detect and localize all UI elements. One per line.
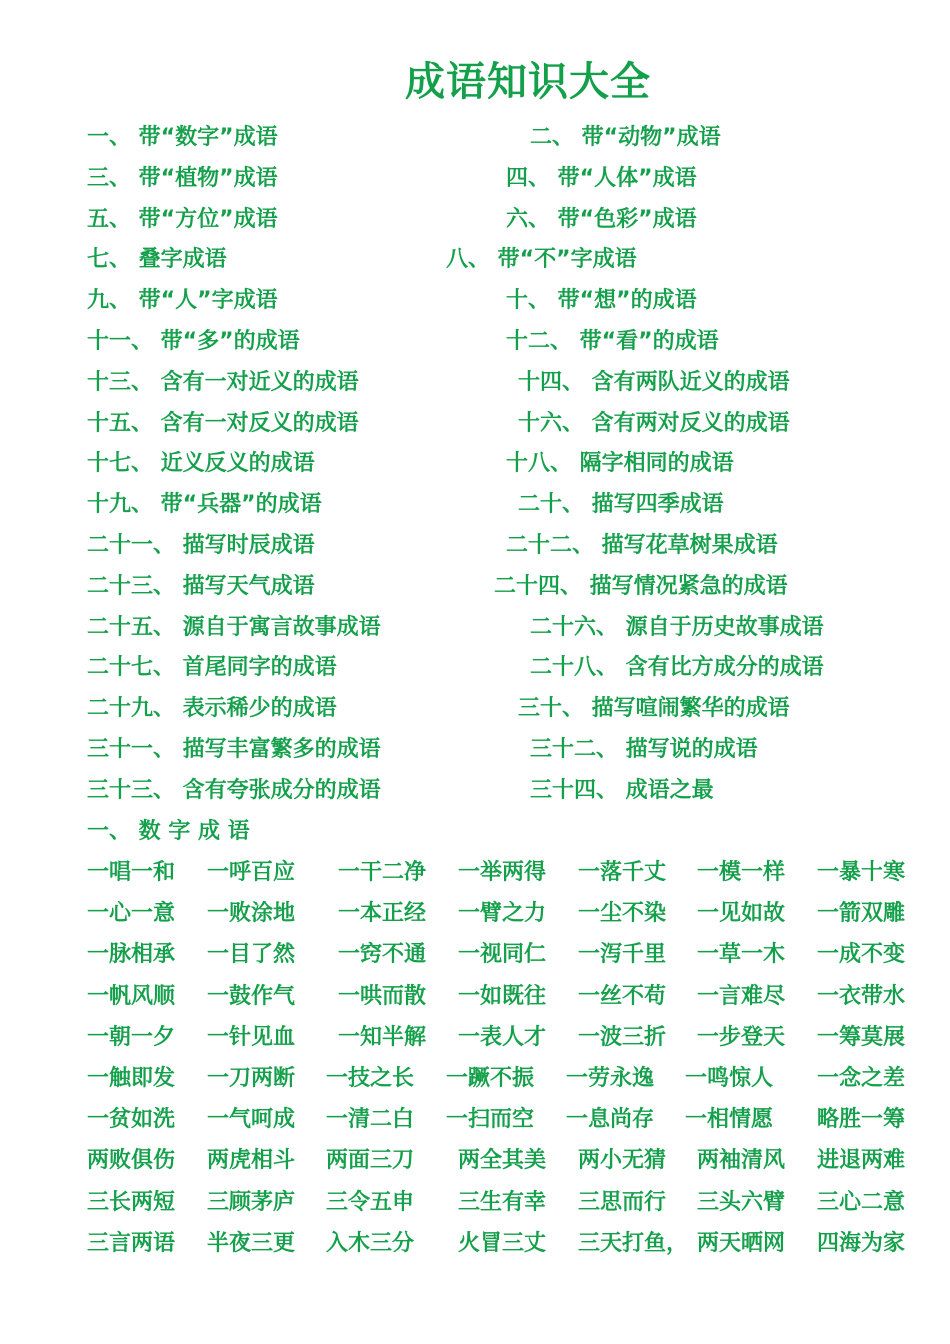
idiom-row	[0, 853, 950, 894]
idiom-item: 一干二净	[338, 860, 427, 885]
idiom-item: 一成不变	[817, 942, 906, 968]
toc-row	[0, 281, 950, 322]
idiom-item: 略胜一筹	[817, 1107, 906, 1133]
idiom-item: 一视同仁	[458, 942, 547, 968]
idiom-item: 一本正经	[338, 901, 427, 927]
idiom-item: 一触即发	[87, 1065, 176, 1091]
toc-entry-left: 十七、 近义反义的成语	[87, 451, 315, 477]
toc-row	[0, 771, 950, 812]
idiom-item: 一举两得	[458, 860, 547, 885]
toc-entry-right: 三十、 描写喧闹繁华的成语	[518, 696, 790, 722]
idiom-item: 一落千丈	[578, 860, 667, 885]
toc-entry-left: 二十九、 表示稀少的成语	[87, 696, 337, 722]
toc-entry-right: 二、 带“动物”成语	[530, 125, 721, 150]
toc-entry-left: 十五、 含有一对反义的成语	[87, 410, 359, 436]
idiom-row	[0, 1183, 950, 1224]
idiom-item: 三令五申	[326, 1189, 415, 1215]
idiom-item: 一筹莫展	[817, 1024, 906, 1050]
idiom-item: 一贫如洗	[87, 1107, 176, 1133]
toc-entry-left: 一、 带“数字”成语	[87, 125, 278, 150]
idiom-item: 一模一样	[697, 860, 786, 885]
toc-entry-right: 四、 带“人体”成语	[506, 165, 697, 191]
idiom-row	[0, 1018, 950, 1059]
idiom-item: 一心一意	[87, 901, 176, 927]
toc-row	[0, 444, 950, 485]
toc-entry-left: 七、 叠字成语	[87, 247, 227, 273]
idiom-item: 四海为家	[817, 1230, 906, 1256]
toc-entry-left: 十一、 带“多”的成语	[87, 328, 300, 354]
idiom-item: 三顾茅庐	[207, 1189, 296, 1215]
idiom-item: 一败涂地	[207, 901, 296, 927]
toc-entry-left: 三十一、 描写丰富繁多的成语	[87, 736, 381, 762]
toc-entry-right: 十六、 含有两对反义的成语	[518, 410, 790, 436]
idiom-item: 一扫而空	[446, 1107, 535, 1133]
idiom-item: 一波三折	[578, 1024, 667, 1050]
idiom-item: 一帆风顺	[87, 983, 176, 1009]
idiom-item: 半夜三更	[207, 1230, 296, 1256]
toc-row	[0, 322, 950, 363]
section-heading: 一、 数 字 成 语	[87, 819, 250, 844]
idiom-item: 三言两语	[87, 1230, 176, 1256]
toc-entry-right: 六、 带“色彩”成语	[506, 206, 697, 232]
idiom-item: 一刀两断	[207, 1065, 296, 1091]
idiom-item: 一相情愿	[685, 1107, 774, 1133]
toc-row	[0, 159, 950, 200]
toc-entry-right: 二十六、 源自于历史故事成语	[530, 614, 824, 640]
idiom-item: 一暴十寒	[817, 860, 906, 885]
toc-entry-right: 八、 带“不”字成语	[446, 247, 637, 273]
toc-entry-right: 十二、 带“看”的成语	[506, 328, 719, 354]
idiom-item: 两天晒网	[697, 1230, 786, 1256]
idiom-item: 一蹶不振	[446, 1065, 535, 1091]
toc-entry-left: 五、 带“方位”成语	[87, 206, 278, 232]
idiom-item: 一鼓作气	[207, 983, 296, 1009]
toc-row	[0, 567, 950, 608]
idiom-item: 一目了然	[207, 942, 296, 968]
idiom-item: 一臂之力	[458, 901, 547, 927]
idiom-item: 一箭双雕	[817, 901, 906, 927]
idiom-item: 一朝一夕	[87, 1024, 176, 1050]
idiom-item: 一清二白	[326, 1107, 415, 1133]
toc-row	[0, 608, 950, 649]
toc-row	[0, 118, 950, 159]
idiom-row	[0, 1224, 950, 1265]
toc-entry-right: 三十二、 描写说的成语	[530, 736, 758, 762]
toc-entry-left: 二十五、 源自于寓言故事成语	[87, 614, 381, 640]
idiom-row	[0, 894, 950, 935]
idiom-item: 两面三刀	[326, 1148, 415, 1174]
idiom-item: 一息尚存	[566, 1107, 655, 1133]
idiom-item: 三头六臂	[697, 1189, 786, 1215]
toc-entry-left: 二十一、 描写时辰成语	[87, 532, 315, 558]
toc-entry-left: 三十三、 含有夸张成分的成语	[87, 777, 381, 803]
toc-row	[0, 404, 950, 445]
toc-entry-left: 十九、 带“兵器”的成语	[87, 492, 322, 518]
idiom-item: 三天打鱼，	[578, 1230, 689, 1256]
idiom-item: 一衣带水	[817, 983, 906, 1009]
idiom-row	[0, 1059, 950, 1100]
idiom-item: 一技之长	[326, 1065, 415, 1091]
toc-row	[0, 526, 950, 567]
idiom-row	[0, 1141, 950, 1182]
page-title: 成语知识大全	[405, 59, 651, 105]
toc-entry-left: 三、 带“植物”成语	[87, 165, 278, 191]
idiom-item: 火冒三丈	[458, 1230, 547, 1256]
idiom-item: 三长两短	[87, 1189, 176, 1215]
idiom-item: 三思而行	[578, 1189, 667, 1215]
toc-row	[0, 689, 950, 730]
toc-entry-right: 二十二、 描写花草树果成语	[506, 532, 778, 558]
idiom-row	[0, 977, 950, 1018]
idiom-item: 一气呵成	[207, 1107, 296, 1133]
toc-entry-right: 十、 带“想”的成语	[506, 288, 697, 314]
toc-entry-right: 二十四、 描写情况紧急的成语	[494, 573, 788, 599]
idiom-item: 一哄而散	[338, 983, 427, 1009]
idiom-row	[0, 1100, 950, 1141]
toc-entry-left: 二十三、 描写天气成语	[87, 573, 315, 599]
idiom-item: 三心二意	[817, 1189, 906, 1215]
idiom-item: 两全其美	[458, 1148, 547, 1174]
idiom-item: 进退两难	[817, 1148, 906, 1174]
idiom-item: 一表人才	[458, 1024, 547, 1050]
toc-entry-right: 二十、 描写四季成语	[518, 492, 724, 518]
idiom-item: 一窍不通	[338, 942, 427, 968]
idiom-item: 一劳永逸	[566, 1065, 655, 1091]
idiom-item: 一言难尽	[697, 983, 786, 1009]
idiom-item: 三生有幸	[458, 1189, 547, 1215]
idiom-item: 一见如故	[697, 901, 786, 927]
idiom-item: 一呼百应	[207, 860, 296, 885]
idiom-row	[0, 935, 950, 976]
toc-entry-left: 十三、 含有一对近义的成语	[87, 369, 359, 395]
idiom-item: 一泻千里	[578, 942, 667, 968]
toc-entry-right: 十四、 含有两队近义的成语	[518, 369, 790, 395]
toc-entry-right: 三十四、 成语之最	[530, 777, 714, 803]
idiom-item: 两虎相斗	[207, 1148, 296, 1174]
toc-entry-left: 二十七、 首尾同字的成语	[87, 655, 337, 681]
idiom-item: 两小无猜	[578, 1148, 667, 1174]
toc-row	[0, 363, 950, 404]
idiom-item: 一如既往	[458, 983, 547, 1009]
idiom-item: 两袖清风	[697, 1148, 786, 1174]
idiom-item: 一念之差	[817, 1065, 906, 1091]
idiom-item: 一唱一和	[87, 860, 176, 885]
idiom-grid	[0, 853, 950, 1265]
toc-entry-left: 九、 带“人”字成语	[87, 288, 278, 314]
toc-row	[0, 730, 950, 771]
toc-row	[0, 485, 950, 526]
idiom-item: 一草一木	[697, 942, 786, 968]
idiom-item: 一知半解	[338, 1024, 427, 1050]
toc-entry-right: 二十八、 含有比方成分的成语	[530, 655, 824, 681]
idiom-item: 一鸣惊人	[685, 1065, 774, 1091]
toc-entry-right: 十八、 隔字相同的成语	[506, 451, 734, 477]
idiom-item: 一步登天	[697, 1024, 786, 1050]
idiom-item: 一针见血	[207, 1024, 296, 1050]
toc-row	[0, 240, 950, 281]
idiom-item: 入木三分	[326, 1230, 415, 1256]
idiom-item: 两败俱伤	[87, 1148, 176, 1174]
toc-row	[0, 200, 950, 241]
table-of-contents	[0, 118, 950, 812]
toc-row	[0, 648, 950, 689]
idiom-item: 一脉相承	[87, 942, 176, 968]
idiom-item: 一尘不染	[578, 901, 667, 927]
idiom-item: 一丝不苟	[578, 983, 667, 1009]
